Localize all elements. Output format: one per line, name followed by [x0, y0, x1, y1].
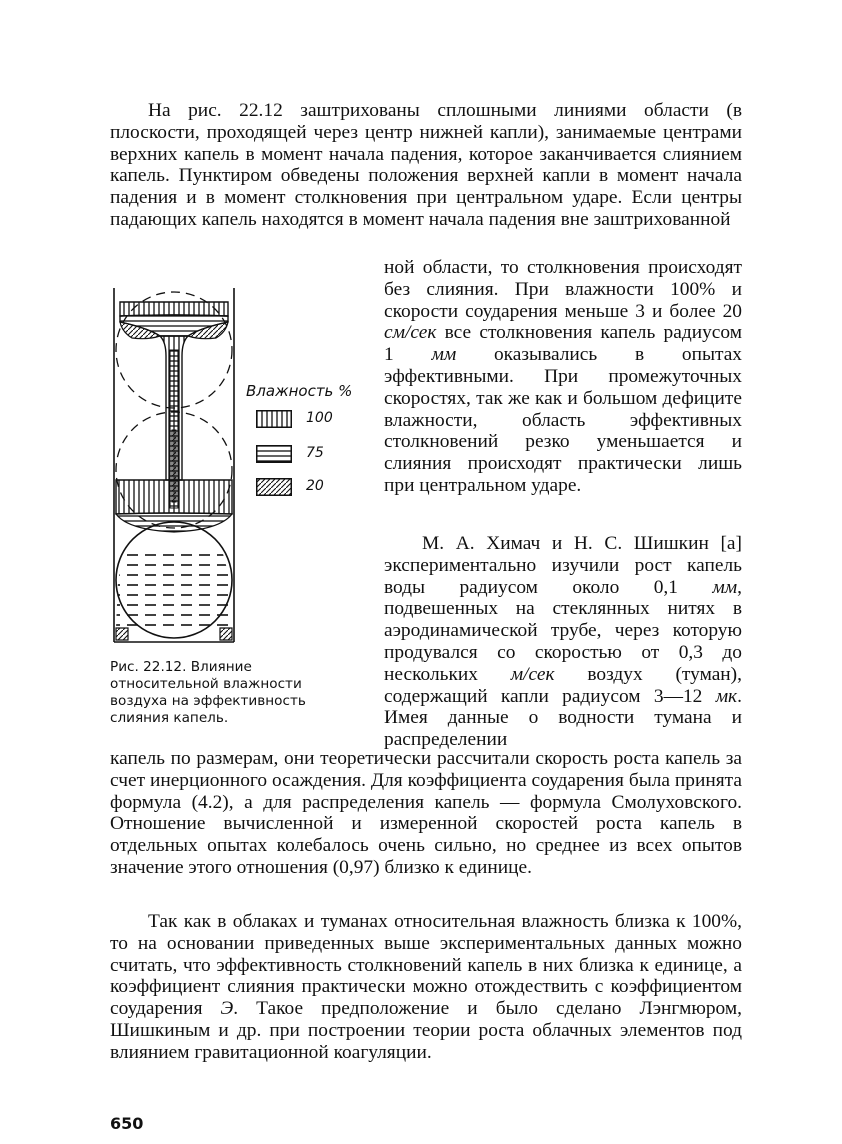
text-run: , подвешенных на стеклянных нитях в аэродинамической трубе, через которую продувался со скоростью от 0,3 до нескольких	[384, 576, 742, 685]
text-run: . Имея данные о водности тумана и распределении	[384, 685, 742, 751]
paragraph-khimach-shishkin	[384, 533, 742, 751]
symbol-text: Э	[220, 998, 234, 1020]
unit-text: м/сек	[510, 663, 555, 685]
figure-caption: Рис. 22.12. Влияние относительной влажности воздуха на эффективность слияния капель.	[110, 659, 306, 726]
text-run: Так как в облаках и туманах относительная влажность близка к 100%, то на основании приведенных выше экспериментальных данных можно считать, что эффективность столкновений капель в них близка к единице, а коэффициент слияния практически можно отождествить с коэффициентом соударения	[110, 911, 742, 1020]
paragraph-conclusion	[110, 911, 742, 1064]
text-run: М. А. Химач и Н. С. Шишкин [а] экспериментально изучили рост капель воды радиусом около 0,1	[384, 533, 742, 598]
drop-diagram	[108, 280, 370, 650]
text-run: ной области, то столкновения происходят без слияния. При влажности 100% и скорости соударения меньше 3 и более 20	[384, 257, 742, 322]
figure-drop-collision	[108, 280, 370, 650]
legend-swatch-horizontal	[256, 445, 292, 463]
paragraph-wrap-first	[384, 257, 742, 497]
page-number: 650	[110, 1114, 144, 1133]
text-run: . Такое предположение и было сделано Лэнгмюром, Шишкиным и др. при построении теории роста облачных элементов под влиянием гравитационной коагуляции.	[110, 998, 742, 1063]
legend-title: Влажность %	[246, 382, 353, 400]
text-run: все столкновения капель радиусом 1	[384, 322, 742, 366]
unit-text: мм	[431, 344, 457, 366]
paragraph-continuation: капель по размерам, они теоретически рассчитали скорость роста капель за счет инерционного осаждения. Для коэффициента соударения была принята формула (4.2), а для распределения капель — формула Смолуховского. Отношение вычисленной и измеренной скоростей роста капель в отдельных опытах колебалось очень сильно, но среднее из всех опытов значение этого отношения (0,97) близко к единице.	[110, 748, 742, 878]
legend-swatch-diagonal	[256, 478, 292, 496]
paragraph-intro: На рис. 22.12 заштрихованы сплошными линиями области (в плоскости, проходящей через центр нижней капли), занимаемые центрами верхних капель в момент начала падения, которое заканчивается слиянием капель. Пунктиром обведены положения верхней капли в момент начала падения и в момент столкновения при центральном ударе. Если центры падающих капель находятся в момент начала падения вне заштрихованной	[110, 100, 742, 230]
unit-text: мм	[712, 576, 738, 598]
unit-text: см/сек	[384, 322, 437, 344]
text-run: оказывались в опытах эффективными. При промежуточных скоростях, так же как и большом дефиците влажности, область эффективных столкновений резко уменьшается и слияния происходят практически лишь при центральном ударе.	[384, 344, 743, 496]
text-run: воздух (туман), содержащий капли радиусом 3—12	[384, 663, 742, 707]
legend-label: 20	[306, 478, 324, 494]
legend-swatch-vertical	[256, 410, 292, 428]
legend-label: 75	[306, 445, 324, 461]
legend-label: 100	[306, 410, 333, 426]
unit-text: мк	[715, 685, 738, 707]
